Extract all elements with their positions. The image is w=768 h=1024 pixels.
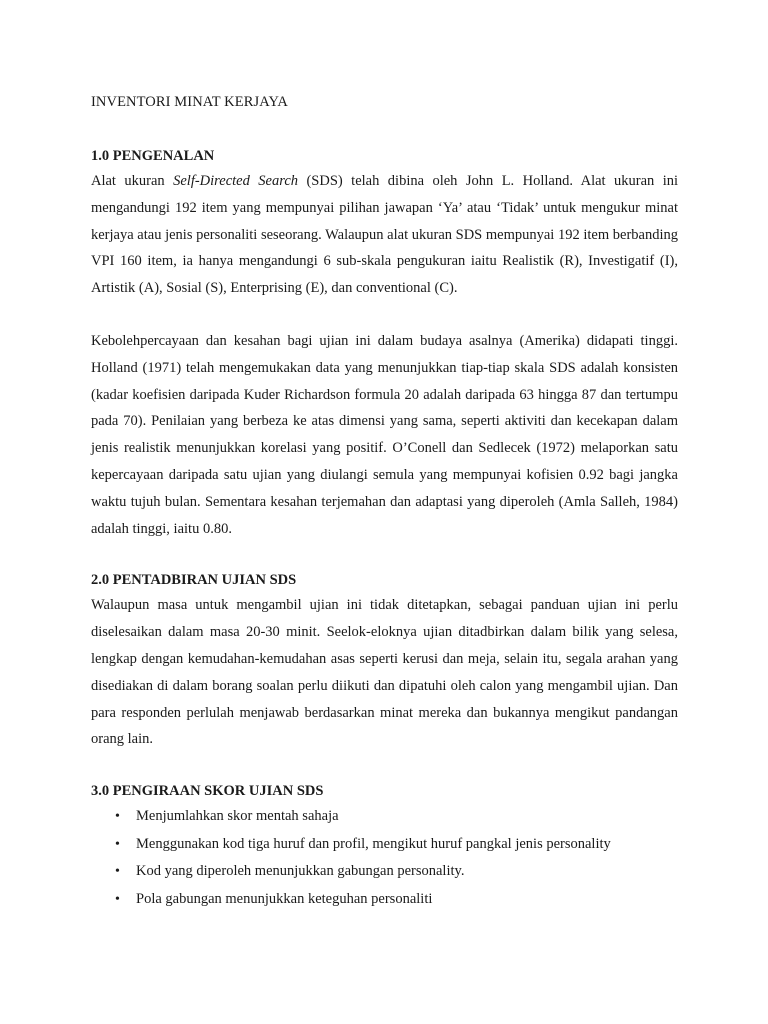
list-item — [91, 886, 678, 914]
document-title: INVENTORI MINAT KERJAYA — [91, 94, 288, 110]
list-item-text: Menggunakan kod tiga huruf dan profil, mengikut huruf pangkal jenis personality — [136, 835, 611, 852]
paragraph-intro-lead: Alat ukuran — [91, 173, 174, 189]
bullet-icon: • — [115, 891, 120, 907]
document-content — [91, 90, 678, 913]
paragraph-intro — [91, 168, 678, 302]
list-item-text: Pola gabungan menunjukkan keteguhan personaliti — [136, 890, 433, 907]
list-item-text: Menjumlahkan skor mentah sahaja — [136, 808, 339, 825]
section-heading-pengiraan: 3.0 PENGIRAAN SKOR UJIAN SDS — [91, 783, 324, 800]
paragraph-intro-body: (SDS) telah dibina oleh John L. Holland. Alat ukuran ini mengandungi 192 item yang mempunyai pilihan jawapan ‘Ya’ atau ‘Tidak’ untuk mengukur minat kerjaya atau jenis personaliti seseorang. Walaupun alat ukuran SDS mempunyai 192 item berbanding VPI 160 item, ia hanya mengandungi 6 sub-skala pengukuran iaitu Realistik (R), Investigatif (I), Artistik (A), Sosial (S), Enterprising (E), dan conventional (C). — [91, 173, 679, 297]
scoring-bullet-list — [91, 803, 678, 913]
list-item — [91, 803, 678, 831]
list-item — [91, 858, 678, 886]
paragraph-administration: Walaupun masa untuk mengambil ujian ini tidak ditetapkan, sebagai panduan ujian ini perlu diselesaikan dalam masa 20-30 minit. Seelok-eloknya ujian ditadbirkan dalam bilik yang selesa, lengkap dengan kemudahan-kemudahan asas seperti kerusi dan meja, selain itu, segala arahan yang disediakan di dalam borang soalan perlu diikuti dan dipatuhi oleh calon yang mengambil ujian. Dan para responden perlulah menjawab berdasarkan minat mereka dan bukannya mengikut pandangan orang lain. — [91, 597, 678, 748]
italic-sds-term: Self-Directed Search — [173, 173, 299, 189]
section-heading-pengenalan: 1.0 PENGENALAN — [91, 148, 215, 164]
bullet-icon: • — [115, 864, 120, 880]
list-item — [91, 831, 678, 859]
bullet-icon: • — [115, 836, 120, 852]
bullet-icon: • — [115, 809, 120, 825]
paragraph-reliability: Kebolehpercayaan dan kesahan bagi ujian ini dalam budaya asalnya (Amerika) didapati tinggi. Holland (1971) telah mengemukakan data yang menunjukkan tiap-tiap skala SDS adalah konsisten (kadar koefisien daripada Kuder Richardson formula 20 adalah daripada 63 hingga 87 dan tertumpu pada 70). Penilaian yang berbeza ke atas dimensi yang sama, seperti aktiviti dan kecekapan dalam jenis realistik menunjukkan korelasi yang positif. O’Conell dan Sedlecek (1972) melaporkan satu kepercayaan daripada satu ujian yang diulangi semula yang mempunyai kofisien 0.92 bagi jangka waktu tujuh bulan. Sementara kesahan terjemahan dan adaptasi yang diperoleh (Amla Salleh, 1984) adalah tinggi, iaitu 0.80. — [91, 332, 678, 537]
list-item-text: Kod yang diperoleh menunjukkan gabungan personality. — [136, 863, 465, 880]
section-heading-pentadbiran: 2.0 PENTADBIRAN UJIAN SDS — [91, 572, 297, 589]
